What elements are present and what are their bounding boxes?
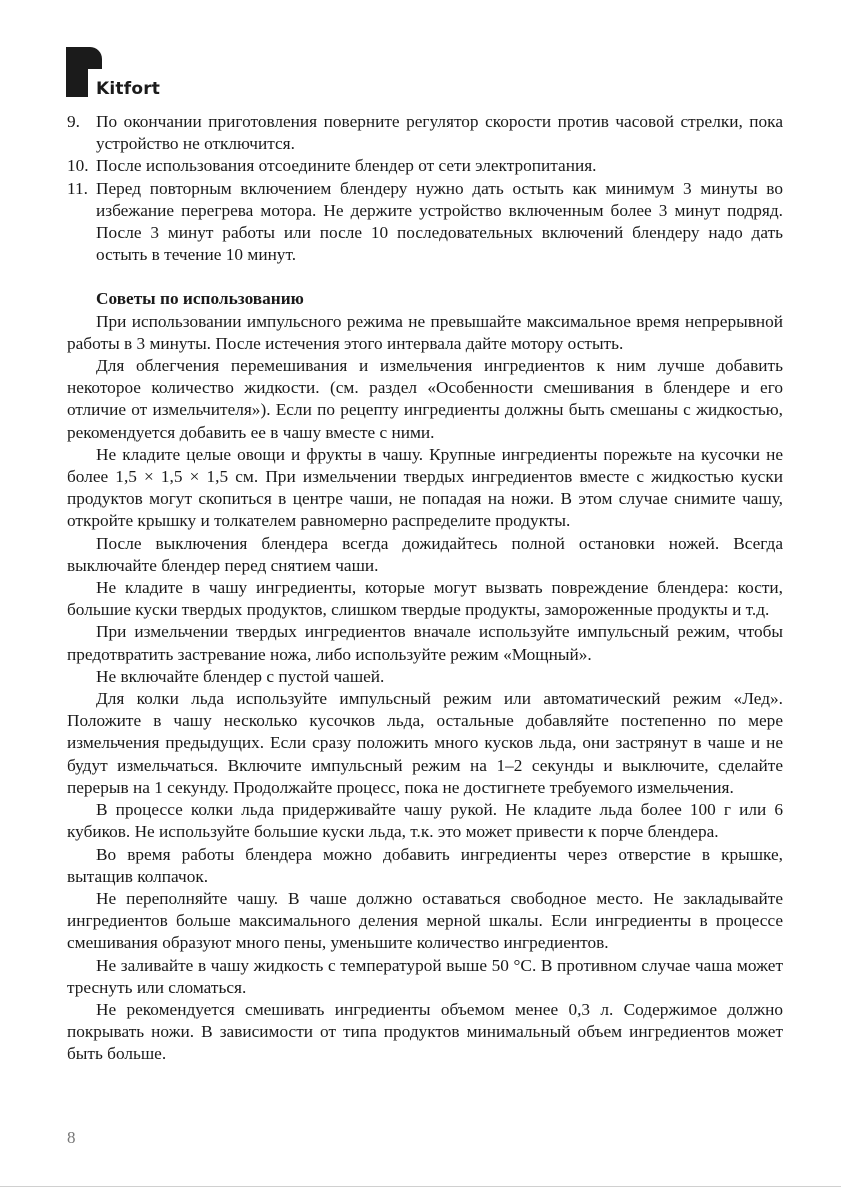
step-text: Перед повторным включением блендеру нужно дать остыть как минимум 3 минуты во избежание перегрева мотора. Не держите устройство включенным более 3 минут подряд. После 3 минут работы или после 10 последовательных включений блендеру надо дать остыть в течение 10 минут.	[96, 178, 783, 265]
paragraph: Не переполняйте чашу. В чаше должно оставаться свободное место. Не закладывайте ингредиентов больше максимального деления мерной шкалы. Если ингредиенты в процессе смешивания образуют много пены, уменьшите количество ингредиентов.	[67, 888, 783, 953]
step-number: 11.	[67, 178, 88, 198]
step-text: По окончании приготовления поверните регулятор скорости против часовой стрелки, пока устройство не отключится.	[96, 112, 783, 154]
list-item	[67, 178, 783, 267]
paragraph: Не кладите целые овощи и фрукты в чашу. Крупные ингредиенты порежьте на кусочки не более 1,5 × 1,5 × 1,5 см. При измельчении твердых ингредиентов вместе с жидкостью куски продуктов могут скопиться в центре чаши, не попадая на ножи. В этом случае снимите чашу, откройте крышку и толкателем равномерно распределите продукты.	[67, 444, 783, 531]
paragraph: Во время работы блендера можно добавить ингредиенты через отверстие в крышке, вытащив колпачок.	[67, 844, 783, 886]
brand-name: Kitfort	[96, 79, 161, 99]
paragraph: Для облегчения перемешивания и измельчения ингредиентов к ним лучше добавить некоторое количество жидкости. (см. раздел «Особенности смешивания в блендере и его отличие от измельчителя»). Если по рецепту ингредиенты должны быть смешаны с жидкостью, рекомендуется добавить ее в чашу вместе с ними.	[67, 356, 783, 442]
paragraph: Не включайте блендер с пустой чашей.	[96, 666, 385, 686]
paragraph: В процессе колки льда придерживайте чашу рукой. Не кладите льда более 100 г или 6 кубиков. Не используйте большие куски льда, т.к. это может привести к порче блендера.	[67, 800, 783, 842]
page-content	[67, 111, 783, 1066]
paragraph: После выключения блендера всегда дожидайтесь полной остановки ножей. Всегда выключайте блендер перед снятием чаши.	[67, 533, 783, 575]
paragraph: При измельчении твердых ингредиентов вначале используйте импульсный режим, чтобы предотвратить застревание ножа, либо используйте режим «Мощный».	[67, 622, 783, 664]
paragraph: Для колки льда используйте импульсный режим или автоматический режим «Лед». Положите в чашу несколько кусочков льда, остальные добавляйте постепенно по мере измельчения предыдущих. Если сразу положить много кусков льда, они застрянут в чаше и не будут измельчаться. Включите импульсный режим на 1–2 секунды и выключите, сделайте перерыв на 1 секунду. Продолжайте процесс, пока не достигнете требуемого измельчения.	[67, 689, 783, 797]
list-item	[67, 111, 783, 155]
paragraph: Не кладите в чашу ингредиенты, которые могут вызвать повреждение блендера: кости, большие куски твердых продуктов, слишком твердые продукты, замороженные продукты и т.д.	[67, 578, 783, 620]
section-title: Советы по использованию	[96, 289, 304, 309]
paragraph: Не заливайте в чашу жидкость с температурой выше 50 °C. В противном случае чаша может треснуть или сломаться.	[67, 955, 783, 997]
page-number: 8	[67, 1128, 76, 1147]
step-text: После использования отсоедините блендер от сети электропитания.	[96, 156, 597, 176]
paragraph: Не рекомендуется смешивать ингредиенты объемом менее 0,3 л. Содержимое должно покрывать ножи. В зависимости от типа продуктов минимальный объем ингредиентов может быть больше.	[67, 999, 783, 1064]
list-item	[67, 155, 783, 177]
paragraph: При использовании импульсного режима не превышайте максимальное время непрерывной работы в 3 минуты. После истечения этого интервала дайте мотору остыть.	[67, 311, 783, 353]
step-number: 10.	[67, 156, 89, 176]
step-number: 9.	[67, 112, 80, 131]
steps-list	[67, 111, 783, 266]
bottom-divider	[0, 1186, 841, 1187]
